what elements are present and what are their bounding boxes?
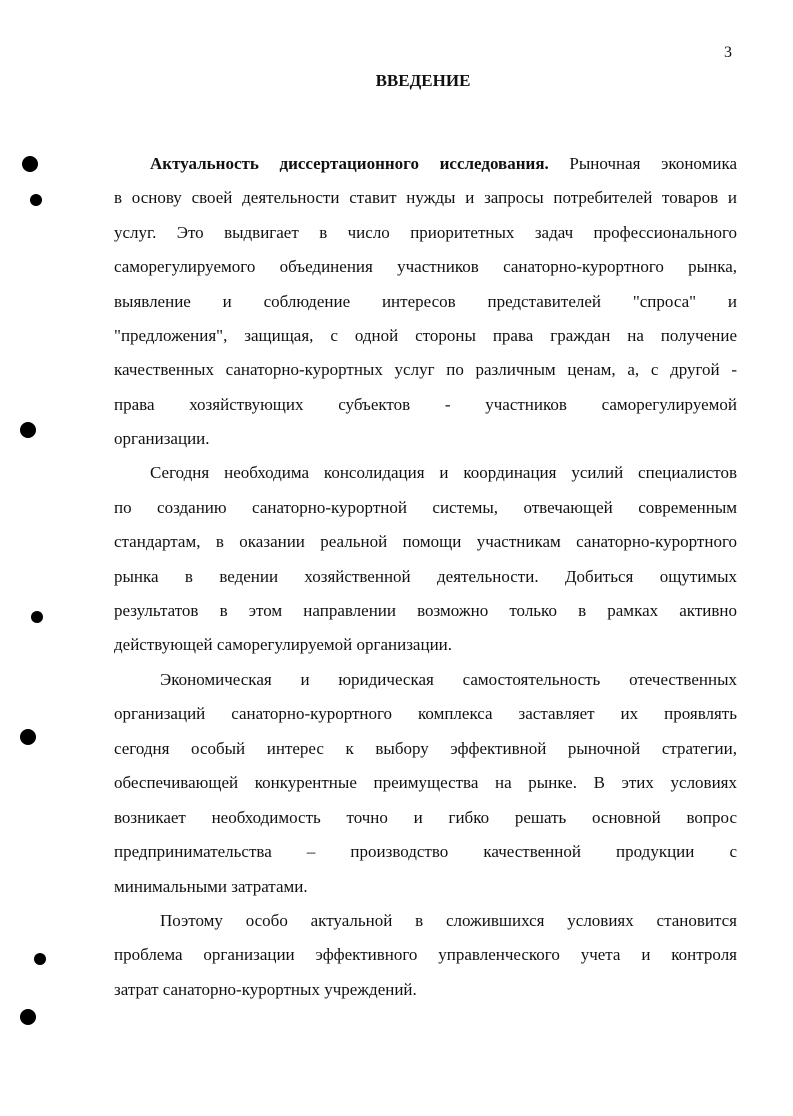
paragraph-3-line: минимальными затратами.	[114, 877, 308, 896]
paragraph-1-line: выявление и соблюдение интересов представителей "спроса" и	[114, 292, 737, 311]
paragraph-1-line: "предложения", защищая, с одной стороны права граждан на получение	[114, 326, 737, 345]
paragraph-4-line: Поэтому особо актуальной в сложившихся условиях становится	[160, 911, 737, 930]
paragraph-1-line-1	[150, 154, 737, 174]
paragraph-3-line: сегодня особый интерес к выбору эффективной рыночной стратегии,	[114, 739, 737, 758]
page-title: ВВЕДЕНИЕ	[375, 71, 471, 90]
paragraph-lead: Актуальность диссертационного исследования.	[150, 154, 549, 173]
paragraph-2-line: по созданию санаторно-курортной системы, отвечающей современным	[114, 498, 737, 517]
paragraph-1-line: права хозяйствующих субъектов - участников саморегулируемой	[114, 395, 737, 414]
paragraph-4-line: проблема организации эффективного управленческого учета и контроля	[114, 945, 737, 964]
paragraph-2-line: результатов в этом направлении возможно только в рамках активно	[114, 601, 737, 620]
paragraph-3-line: предпринимательства – производство качественной продукции с	[114, 842, 737, 861]
punch-hole	[20, 729, 36, 745]
paragraph-3-line: Экономическая и юридическая самостоятельность отечественных	[160, 670, 737, 689]
paragraph-1-line: качественных санаторно-курортных услуг по различным ценам, а, с другой -	[114, 360, 737, 379]
paragraph-2-line: рынка в ведении хозяйственной деятельности. Добиться ощутимых	[114, 567, 737, 586]
paragraph-3-line: обеспечивающей конкурентные преимущества на рынке. В этих условиях	[114, 773, 737, 792]
punch-hole	[22, 156, 38, 172]
paragraph-1-line: организации.	[114, 429, 210, 448]
punch-hole	[34, 953, 46, 965]
punch-hole	[30, 194, 42, 206]
paragraph-text: Рыночная экономика	[548, 154, 737, 173]
paragraph-1-line: саморегулируемого объединения участников санаторно-курортного рынка,	[114, 257, 737, 276]
punch-hole	[20, 1009, 36, 1025]
paragraph-2-line: Сегодня необходима консолидация и координация усилий специалистов	[150, 463, 737, 482]
paragraph-4-line: затрат санаторно-курортных учреждений.	[114, 980, 417, 999]
page-number: 3	[724, 44, 732, 61]
paragraph-3-line: возникает необходимость точно и гибко решать основной вопрос	[114, 808, 737, 827]
punch-hole	[20, 422, 36, 438]
punch-hole	[31, 611, 43, 623]
paragraph-3-line: организаций санаторно-курортного комплекса заставляет их проявлять	[114, 704, 737, 723]
paragraph-2-line: стандартам, в оказании реальной помощи участникам санаторно-курортного	[114, 532, 737, 551]
paragraph-1-line: в основу своей деятельности ставит нужды и запросы потребителей товаров и	[114, 188, 737, 207]
paragraph-1-line: услуг. Это выдвигает в число приоритетных задач профессионального	[114, 223, 737, 242]
paragraph-2-line: действующей саморегулируемой организации.	[114, 635, 453, 654]
